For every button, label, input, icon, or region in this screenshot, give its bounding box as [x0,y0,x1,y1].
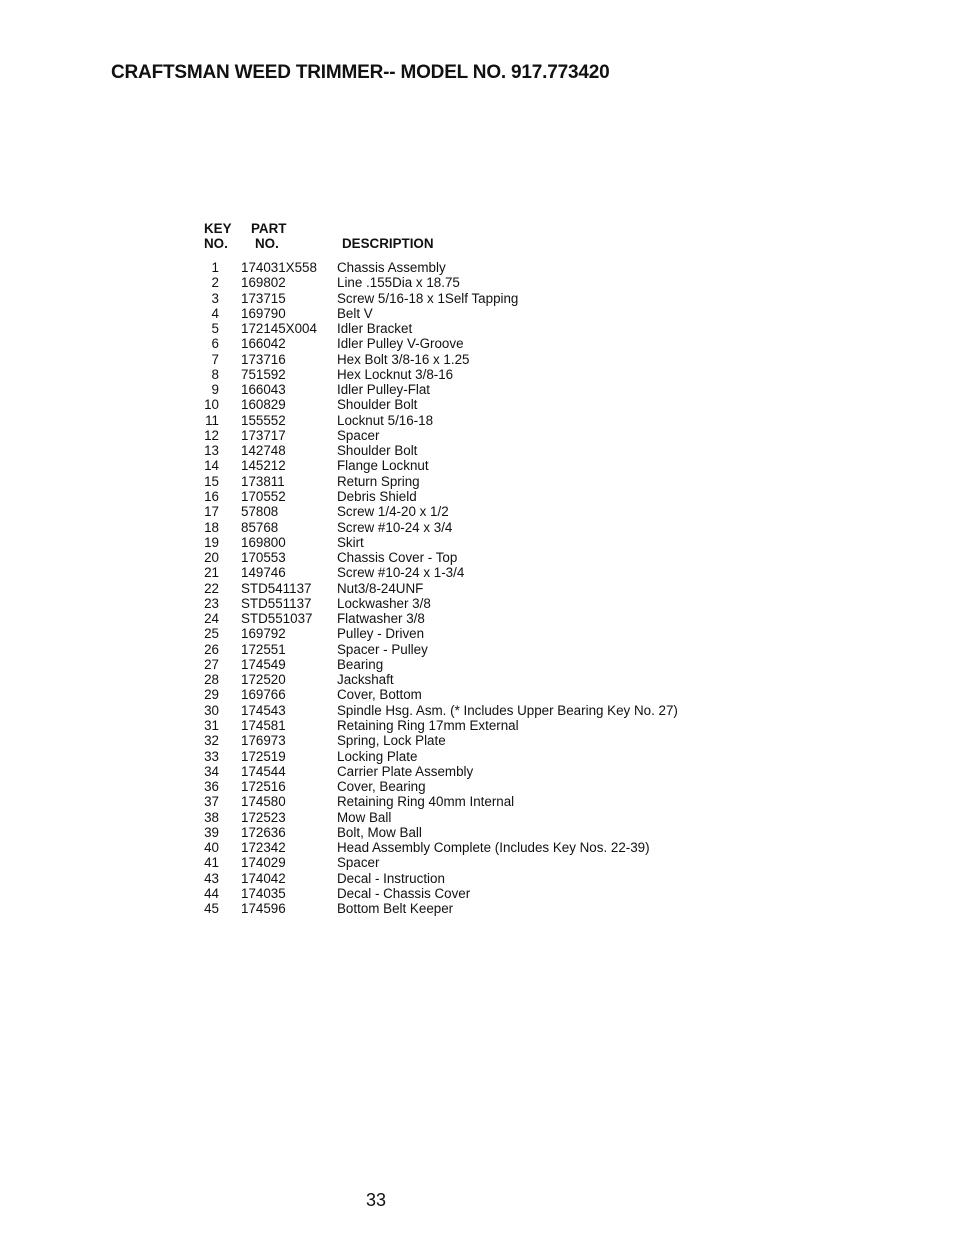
part-number: 172551 [241,641,286,657]
part-description: Pulley - Driven [337,626,425,642]
part-description: Debris Shield [337,488,417,504]
header-key-line1: KEY [204,221,232,236]
part-number: 172145X004 [241,321,317,337]
key-number: 34 [204,763,219,779]
part-description: Chassis Assembly [337,260,446,275]
key-number: 17 [204,504,219,520]
part-number: 172516 [241,779,286,795]
part-number: 174580 [241,794,286,810]
part-description: Cover, Bottom [337,687,422,703]
key-number: 14 [204,458,219,474]
key-number: 31 [204,717,219,733]
key-number: 45 [204,901,219,917]
part-description: Bolt, Mow Ball [337,824,422,840]
part-description: Idler Bracket [337,321,413,337]
part-description: Screw 5/16-18 x 1Self Tapping [337,290,519,306]
part-description: Cover, Bearing [337,779,426,795]
part-number: 174581 [241,717,286,733]
key-number: 27 [204,656,219,672]
part-number: 174543 [241,702,286,718]
key-number: 30 [204,702,219,718]
header-part-line1: PART [251,221,287,236]
key-number: 43 [204,870,219,886]
part-number: 172520 [241,672,286,688]
part-number: 169790 [241,305,286,321]
part-description: Spring, Lock Plate [337,733,446,749]
part-description: Retaining Ring 40mm Internal [337,794,515,810]
key-number: 11 [205,412,219,428]
part-number: 169792 [241,626,286,642]
part-number: 173716 [241,351,286,367]
key-number: 1 [211,260,219,275]
part-description: Bottom Belt Keeper [337,901,454,917]
part-description: Flatwasher 3/8 [337,611,425,627]
part-description: Jackshaft [337,672,394,688]
part-description: Idler Pulley-Flat [337,382,431,398]
part-description: Bearing [337,656,384,672]
key-number: 6 [211,336,219,352]
part-description: Lockwasher 3/8 [337,595,431,611]
key-number: 18 [204,519,219,535]
part-number: 174042 [241,870,286,886]
part-number: STD551137 [241,595,312,611]
part-number: 174035 [241,885,286,901]
key-number: 19 [204,534,219,550]
part-number: 142748 [241,443,286,459]
key-number: 28 [204,672,219,688]
part-description: Spindle Hsg. Asm. (* Includes Upper Bearing Key No. 27) [337,702,678,718]
part-description: Screw 1/4-20 x 1/2 [337,504,449,520]
key-number: 10 [204,397,219,413]
key-number: 3 [211,290,219,306]
key-number: 23 [204,595,219,611]
part-description: Shoulder Bolt [337,443,418,459]
key-number: 12 [204,427,219,443]
part-description: Chassis Cover - Top [337,550,458,566]
key-number: 39 [204,824,219,840]
part-number: STD541137 [241,580,312,596]
key-number: 22 [204,580,219,596]
part-number: 173715 [241,290,286,306]
part-description: Belt V [337,305,373,321]
part-number: 169766 [241,687,286,703]
part-number: 751592 [241,366,286,382]
key-number: 32 [204,733,219,749]
key-number: 2 [211,275,219,291]
part-number: 174029 [241,855,286,871]
part-description: Decal - Instruction [337,870,445,886]
part-description: Return Spring [337,473,420,489]
key-number: 8 [211,366,219,382]
part-description: Nut3/8-24UNF [337,580,424,596]
key-number: 44 [204,885,219,901]
part-description: Spacer [337,427,380,443]
part-description: Locking Plate [337,748,418,764]
header-description: DESCRIPTION [342,236,434,251]
part-description: Head Assembly Complete (Includes Key Nos. 22-39) [337,840,650,856]
key-number: 21 [204,565,219,581]
key-number: 33 [204,748,219,764]
key-number: 20 [204,550,219,566]
part-number: 170553 [241,550,286,566]
part-number: STD551037 [241,611,313,627]
key-number: 26 [204,641,219,657]
part-number: 174549 [241,656,286,672]
part-number: 166042 [241,336,286,352]
part-description: Retaining Ring 17mm External [337,717,519,733]
key-number: 5 [211,321,219,337]
key-number: 29 [204,687,219,703]
part-number: 145212 [241,458,286,474]
part-number: 169800 [241,534,286,550]
part-description: Skirt [337,534,364,550]
part-number: 172523 [241,809,286,825]
part-number: 85768 [241,519,279,535]
part-number: 174596 [241,901,286,917]
part-description: Mow Ball [337,809,392,825]
part-description: Flange Locknut [337,458,429,474]
part-description: Line .155Dia x 18.75 [337,275,460,291]
part-number: 174544 [241,763,286,779]
key-number: 16 [204,488,219,504]
part-number: 155552 [241,412,286,428]
key-number: 37 [204,794,219,810]
page-number: 33 [366,1190,387,1210]
part-number: 172519 [241,748,286,764]
key-number: 9 [211,382,219,398]
part-description: Hex Bolt 3/8-16 x 1.25 [337,351,470,367]
part-description: Shoulder Bolt [337,397,418,413]
key-number: 15 [204,473,219,489]
part-description: Locknut 5/16-18 [337,412,434,428]
part-number: 172342 [241,840,286,856]
key-number: 41 [204,855,219,871]
key-number: 25 [204,626,219,642]
part-number: 174031X558 [241,260,317,275]
key-number: 36 [204,779,219,795]
header-key-line2: NO. [204,236,228,251]
part-number: 166043 [241,382,286,398]
key-number: 4 [211,305,219,321]
part-description: Carrier Plate Assembly [337,763,474,779]
part-number: 57808 [241,504,279,520]
part-description: Spacer - Pulley [337,641,428,657]
key-number: 13 [204,443,219,459]
key-number: 38 [204,809,219,825]
part-description: Spacer [337,855,380,871]
part-description: Screw #10-24 x 1-3/4 [337,565,465,581]
header-part-line2: NO. [255,236,279,251]
part-number: 170552 [241,488,286,504]
part-description: Hex Locknut 3/8-16 [337,366,454,382]
key-number: 7 [211,351,219,367]
part-number: 149746 [241,565,286,581]
key-number: 24 [204,611,219,627]
part-number: 176973 [241,733,286,749]
part-number: 173811 [241,473,285,489]
page-title: CRAFTSMAN WEED TRIMMER-- MODEL NO. 917.773420 [111,62,610,83]
part-number: 172636 [241,824,286,840]
part-description: Decal - Chassis Cover [337,885,471,901]
part-number: 169802 [241,275,286,291]
part-description: Screw #10-24 x 3/4 [337,519,453,535]
part-description: Idler Pulley V-Groove [337,336,464,352]
part-number: 160829 [241,397,286,413]
key-number: 40 [204,840,219,856]
part-number: 173717 [241,427,286,443]
